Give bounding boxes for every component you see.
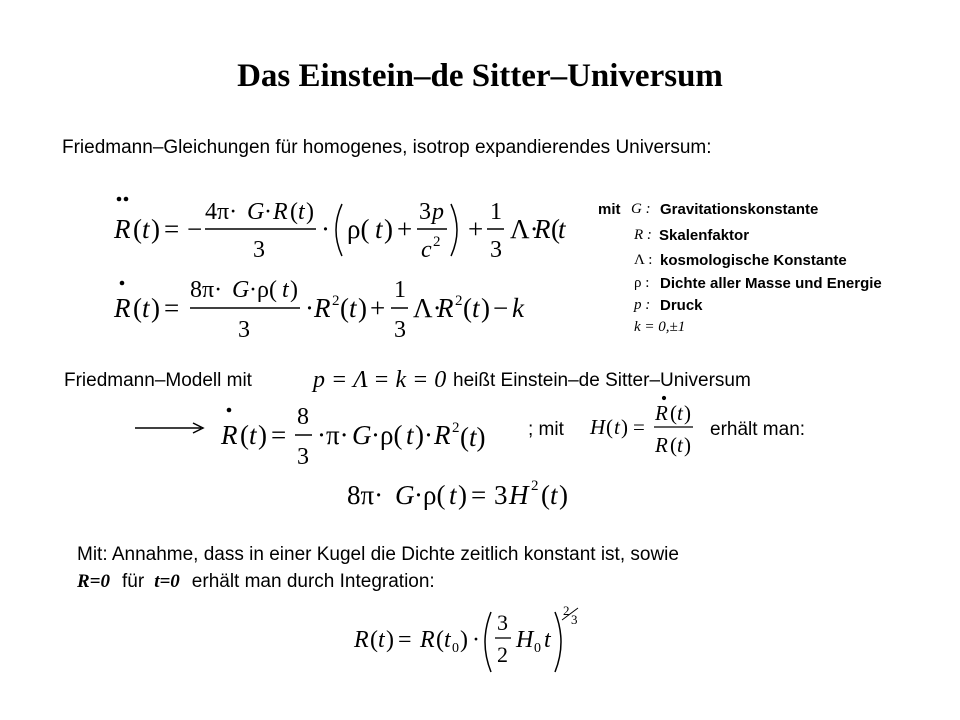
svg-text:=: = [633,415,645,439]
svg-text:t: t [378,627,385,653]
hubble-definition [588,392,700,460]
svg-text:(: ( [240,420,249,450]
model-condition: p = Λ = k = 0 [313,367,447,393]
svg-text:G: G [232,277,250,303]
svg-text:−: − [493,293,509,323]
svg-text:2: 2 [563,603,570,618]
legend-symbol-rho: ρ : [634,275,650,291]
svg-text:8: 8 [297,404,309,430]
svg-text:·ρ(: ·ρ( [249,277,277,303]
svg-text:R: R [114,293,131,323]
model-prefix: Friedmann–Modell mit [64,370,252,391]
svg-text:+: + [397,214,413,244]
svg-text:3: 3 [494,480,508,510]
einstein-de-sitter-equation [218,400,468,468]
svg-text:Λ·: Λ· [413,293,442,323]
svg-text:t: t [249,420,257,450]
svg-text:): ) [684,401,691,425]
svg-text:R: R [534,214,551,244]
svg-text:t: t [444,627,451,653]
page-title: Das Einstein–de Sitter–Universum [237,58,723,94]
svg-text:2: 2 [531,478,539,494]
svg-text:=: = [471,480,487,510]
svg-text:R: R [273,199,288,225]
svg-text:G: G [247,199,265,225]
svg-text:t: t [558,214,566,244]
svg-text:1: 1 [490,199,502,225]
svg-text:R: R [434,420,451,450]
svg-text:(: ( [551,214,560,244]
svg-text:R: R [114,214,131,244]
svg-text:=: = [398,627,412,653]
svg-text:H: H [516,627,534,653]
svg-text:3: 3 [419,199,431,225]
svg-text:3: 3 [297,444,309,468]
svg-text:k: k [512,293,524,323]
svg-text:(: ( [340,293,349,323]
svg-text:=: = [164,293,180,323]
svg-text:(: ( [606,415,613,439]
integration-line-2 [77,571,435,593]
svg-text:·: · [305,293,314,323]
svg-text:(: ( [370,627,378,653]
friedmann-equation-2 [110,275,530,345]
svg-text:): ) [386,627,394,653]
legend-label-kosmologisch: kosmologische Konstante [660,252,847,269]
svg-text:): ) [384,214,393,244]
arrow-icon [135,420,207,436]
svg-text:8π·: 8π· [190,277,223,303]
integration-r0: R=0 [77,571,110,592]
svg-text:H: H [509,480,529,510]
svg-text:R: R [420,627,435,653]
svg-text:t: t [472,293,480,323]
svg-text:): ) [306,199,314,225]
svg-text:ρ(: ρ( [347,214,370,244]
legend-label-druck: Druck [660,297,703,314]
friedmann-equation-1 [110,190,570,270]
svg-text:): ) [460,627,468,653]
svg-text:): ) [151,293,160,323]
svg-text:0: 0 [452,641,459,656]
svg-text:·π·: ·π· [317,420,349,450]
svg-text:): ) [559,480,568,510]
svg-text:(: ( [290,199,298,225]
svg-text:t: t [406,420,414,450]
svg-text:R: R [221,420,238,450]
svg-text:·: · [321,214,330,244]
svg-text:(: ( [670,401,677,425]
svg-text:R: R [354,627,369,653]
svg-text:R: R [437,293,454,323]
svg-text:G: G [352,420,372,450]
svg-text:t: t [614,415,620,439]
result-mit: ; mit [528,419,564,440]
svg-text:·: · [472,627,480,653]
legend-symbol-p: p : [634,297,651,313]
svg-text:3: 3 [253,237,265,263]
svg-text:·: · [264,199,272,225]
integration-t0: t=0 [154,571,180,592]
svg-text:3: 3 [497,610,508,635]
integration-result-equation [352,600,592,680]
svg-text:): ) [458,480,467,510]
svg-text:3: 3 [394,317,406,343]
svg-text:t: t [677,433,683,457]
svg-text:t: t [298,199,305,225]
svg-text:Λ·: Λ· [510,214,539,244]
integration-fuer: für [122,571,145,592]
svg-text:2: 2 [497,642,508,667]
svg-text:t: t [677,401,683,425]
svg-text:t: t [544,627,551,653]
svg-text:3: 3 [238,317,250,343]
svg-text:0: 0 [534,641,541,656]
legend-label-dichte: Dichte aller Masse und Energie [660,275,882,292]
legend-symbol-lambda: Λ : [634,252,653,268]
svg-text:t: t [550,480,558,510]
svg-text:2: 2 [332,293,340,309]
svg-text:(: ( [436,627,444,653]
svg-text:p: p [432,199,444,225]
legend-symbol-r: R : [634,227,652,243]
svg-text:8π·: 8π· [347,480,384,510]
svg-text:): ) [151,214,160,244]
svg-text:·ρ(: ·ρ( [371,420,403,450]
svg-text:t: t [449,480,457,510]
svg-text:(: ( [670,433,677,457]
intro-text: Friedmann–Gleichungen für homogenes, isotrop expandierendes Universum: [62,137,712,158]
svg-text:t: t [349,293,357,323]
svg-text:): ) [290,277,298,303]
svg-text:)·: )· [415,420,433,450]
legend-label-skalenfaktor: Skalenfaktor [659,227,750,244]
svg-text:(: ( [541,480,550,510]
svg-text:t: t [142,293,150,323]
svg-text:=: = [164,214,180,244]
svg-text:+: + [468,214,484,244]
svg-text:H: H [590,415,606,439]
svg-text:(: ( [463,293,472,323]
svg-text:(: ( [133,214,142,244]
svg-text:4π·: 4π· [205,199,238,225]
svg-text:t: t [142,214,150,244]
legend-label-gravitation: Gravitationskonstante [660,201,819,218]
svg-text:): ) [258,420,267,450]
legend-symbol-k: k = 0,±1 [634,319,686,335]
svg-text:2: 2 [452,420,460,436]
svg-text:3: 3 [571,612,578,627]
svg-text:R: R [314,293,331,323]
svg-text:·ρ(: ·ρ( [414,480,446,510]
svg-text:+: + [370,293,386,323]
hubble-equation [345,470,595,516]
eq3-tail: (t) [460,422,486,452]
svg-text:): ) [684,433,691,457]
svg-text:t: t [282,277,289,303]
integration-line-1: Mit: Annahme, dass in einer Kugel die Dichte zeitlich konstant ist, sowie [77,544,679,565]
svg-text:2: 2 [455,293,463,309]
svg-text:=: = [271,420,287,450]
svg-text:R: R [655,433,668,457]
svg-text:): ) [621,415,628,439]
svg-text:): ) [358,293,367,323]
svg-text:): ) [481,293,490,323]
integration-rest: erhält man durch Integration: [191,571,435,592]
svg-text:3: 3 [490,237,502,263]
svg-text:t: t [375,214,383,244]
svg-text:2: 2 [433,234,441,250]
svg-text:G: G [395,480,415,510]
svg-text:(: ( [133,293,142,323]
legend-mit: mit [598,201,621,218]
svg-text:−: − [187,214,203,244]
svg-text:R: R [655,401,668,425]
model-suffix: heißt Einstein–de Sitter–Universum [453,370,751,391]
legend-symbol-g: G : [631,201,651,217]
svg-text:c: c [421,237,432,263]
svg-text:1: 1 [394,277,406,303]
result-obtain: erhält man: [710,419,806,440]
